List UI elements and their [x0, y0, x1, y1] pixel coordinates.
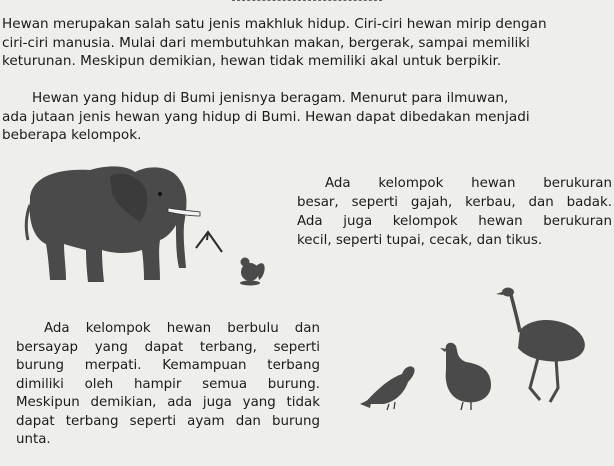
text-line: unta. [16, 432, 51, 447]
pigeon-illustration [360, 366, 415, 410]
text-line: besar, seperti gajah, kerbau, dan badak. [297, 195, 612, 210]
chicken-illustration [440, 343, 491, 410]
text-line: dapat terbang seperti ayam dan burung [16, 413, 320, 429]
ostrich-illustration [496, 288, 585, 403]
text-line: burung merpati. Kemampuan terbang [16, 358, 320, 373]
text-line: bersayap yang dapat terbang, seperti [16, 339, 320, 355]
text-line: ciri-ciri manusia. Mulai dari membutuhkan makan, bergerak, sampai memiliki [2, 34, 530, 51]
text-line: Meskipun demikian, ada juga yang tidak [16, 395, 320, 410]
text-line: kecil, seperti tupai, cecak, dan tikus. [297, 233, 543, 248]
text-line: ada jutaan jenis hewan yang hidup di Bumi. Hewan dapat dibedakan menjadi [2, 108, 530, 125]
text-line: Hewan merupakan salah satu jenis makhluk hidup. Ciri-ciri hewan mirip dengan [2, 16, 547, 32]
text-line: Ada kelompok hewan berukuran [325, 176, 612, 191]
text-line: Ada juga kelompok hewan berukuran [297, 214, 612, 229]
text-line: Ada kelompok hewan berbulu dan [44, 321, 320, 336]
text-line: beberapa kelompok. [2, 127, 142, 143]
text-line: keturunan. Meskipun demikian, hewan tidak memiliki akal untuk berpikir. [2, 53, 502, 69]
twig-illustration [196, 232, 222, 252]
text-line: dimiliki oleh hampir semua burung. [16, 376, 320, 392]
text-line: Hewan yang hidup di Bumi jenisnya beragam. Menurut para ilmuwan, [32, 90, 509, 106]
elephant-illustration [26, 166, 200, 282]
squirrel-illustration [240, 258, 265, 286]
